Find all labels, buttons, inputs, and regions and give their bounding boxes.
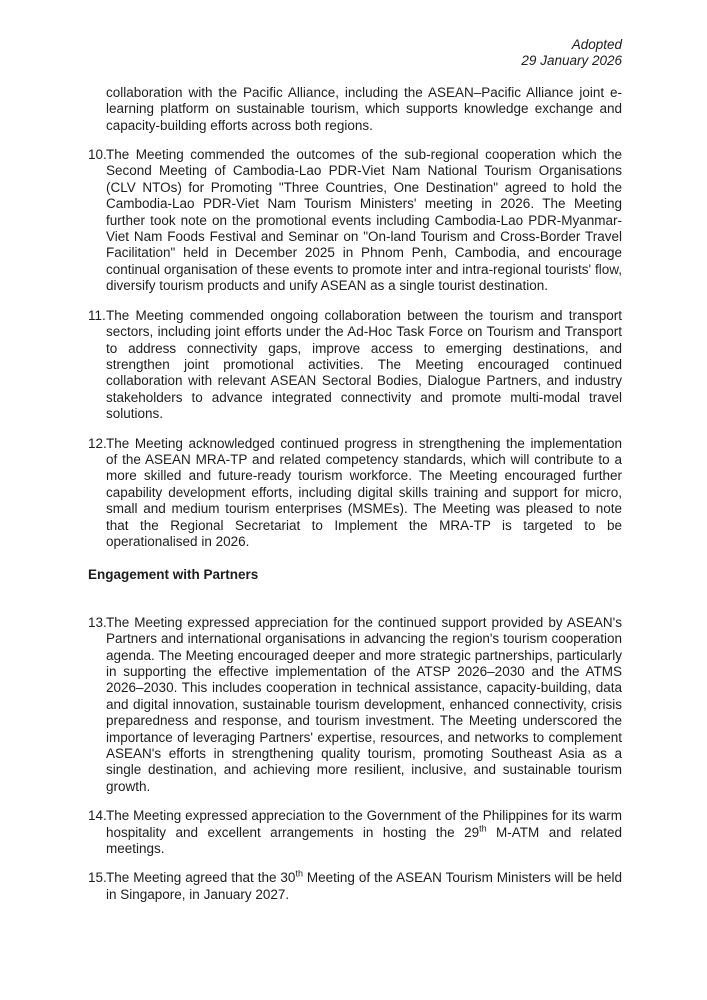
paragraph-text: The Meeting commended the outcomes of the sub-regional cooperation which the Second Meeting of Cambodia-Lao PDR-Viet Nam National Tourism Organisations (CLV NTOs) for Promoting "Three Countries, One Destination" agreed to hold the Cambodia-Lao PDR-Viet Nam Tourism Ministers' meeting in 2026. The Meeting further took note on the promotional events including Cambodia-Lao PDR-Myanmar-Viet Nam Foods Festival and Seminar on "On-land Tourism and Cross-Border Travel Facilitation" held in December 2025 in Phnom Penh, Cambodia, and encourage continual organisation of these events to promote inter and intra-regional tourists' flow, diversify tourism products and unify ASEAN as a single tourist destination. [106,147,622,294]
ordinal-superscript: th [479,823,487,834]
paragraph-text: The Meeting commended ongoing collaboration between the tourism and transport sectors, including joint efforts under the Ad-Hoc Task Force on Tourism and Transport to address connectivity gaps, improve access to emerging destinations, and strengthen joint promotional activities. The Meeting encouraged continued collaboration with relevant ASEAN Sectoral Bodies, Dialogue Partners, and industry stakeholders to advance integrated connectivity and promote multi-modal travel solutions. [106,307,622,422]
adoption-date: 29 January 2026 [521,53,622,69]
text-segment: The Meeting agreed that the 30 [106,870,296,886]
paragraph-number: 15. [88,870,107,886]
paragraph-continuation: collaboration with the Pacific Alliance, including the ASEAN–Pacific Alliance joint e-learning platform on sustainable tourism, which supports knowledge exchange and capacity-building efforts across both regions. [106,84,622,133]
paragraph-text: The Meeting acknowledged continued progress in strengthening the implementation of the ASEAN MRA-TP and related competency standards, which will contribute to a more skilled and future-ready tourism workforce. The Meeting encouraged further capability development efforts, including digital skills training and support for micro, small and medium tourism enterprises (MSMEs). The Meeting was pleased to note that the Regional Secretariat to Implement the MRA-TP is targeted to be operationalised in 2026. [106,435,622,549]
numbered-paragraph-12 [88,436,622,551]
numbered-paragraph-13 [88,615,622,795]
document-body [88,85,622,903]
numbered-paragraph-11 [88,308,622,423]
paragraph-number: 14. [88,808,107,824]
paragraph-text: The Meeting expressed appreciation for the continued support provided by ASEAN's Partners and international organisations in advancing the region's tourism cooperation agenda. The Meeting encouraged deeper and more strategic partnerships, particularly in supporting the effective implementation of the ATSP 2026–2030 and the ATMS 2026–2030. This includes cooperation in technical assistance, capacity-building, data and digital innovation, sustainable tourism development, enhanced connectivity, crisis preparedness and response, and tourism investment. The Meeting underscored the importance of leveraging Partners' expertise, resources, and networks to complement ASEAN's efforts in strengthening quality tourism, promoting Southeast Asia as a single destination, and achieving more resilient, inclusive, and sustainable tourism growth. [106,614,622,794]
numbered-paragraph-10 [88,147,622,295]
adoption-header [0,37,622,70]
text-segment: M-ATM and related meetings. [106,824,622,857]
section-heading: Engagement with Partners [88,567,259,583]
paragraph-number: 10. [88,147,107,163]
adoption-status: Adopted [571,37,622,52]
ordinal-superscript: th [295,868,303,879]
text-segment: The Meeting expressed appreciation to the Government of the Philippines for its warm hospitality and excellent arrangements in hosting the 29 [106,808,622,840]
paragraph-number: 11. [88,307,106,323]
paragraph-text [106,808,622,856]
text-segment: Meeting of the ASEAN Tourism Ministers will be held in Singapore, in January 2027. [106,870,622,902]
paragraph-text [106,870,622,901]
paragraph-number: 12. [88,435,107,451]
paragraph-number: 13. [88,614,107,630]
numbered-paragraph-14 [88,808,622,857]
numbered-paragraph-15 [88,870,622,903]
